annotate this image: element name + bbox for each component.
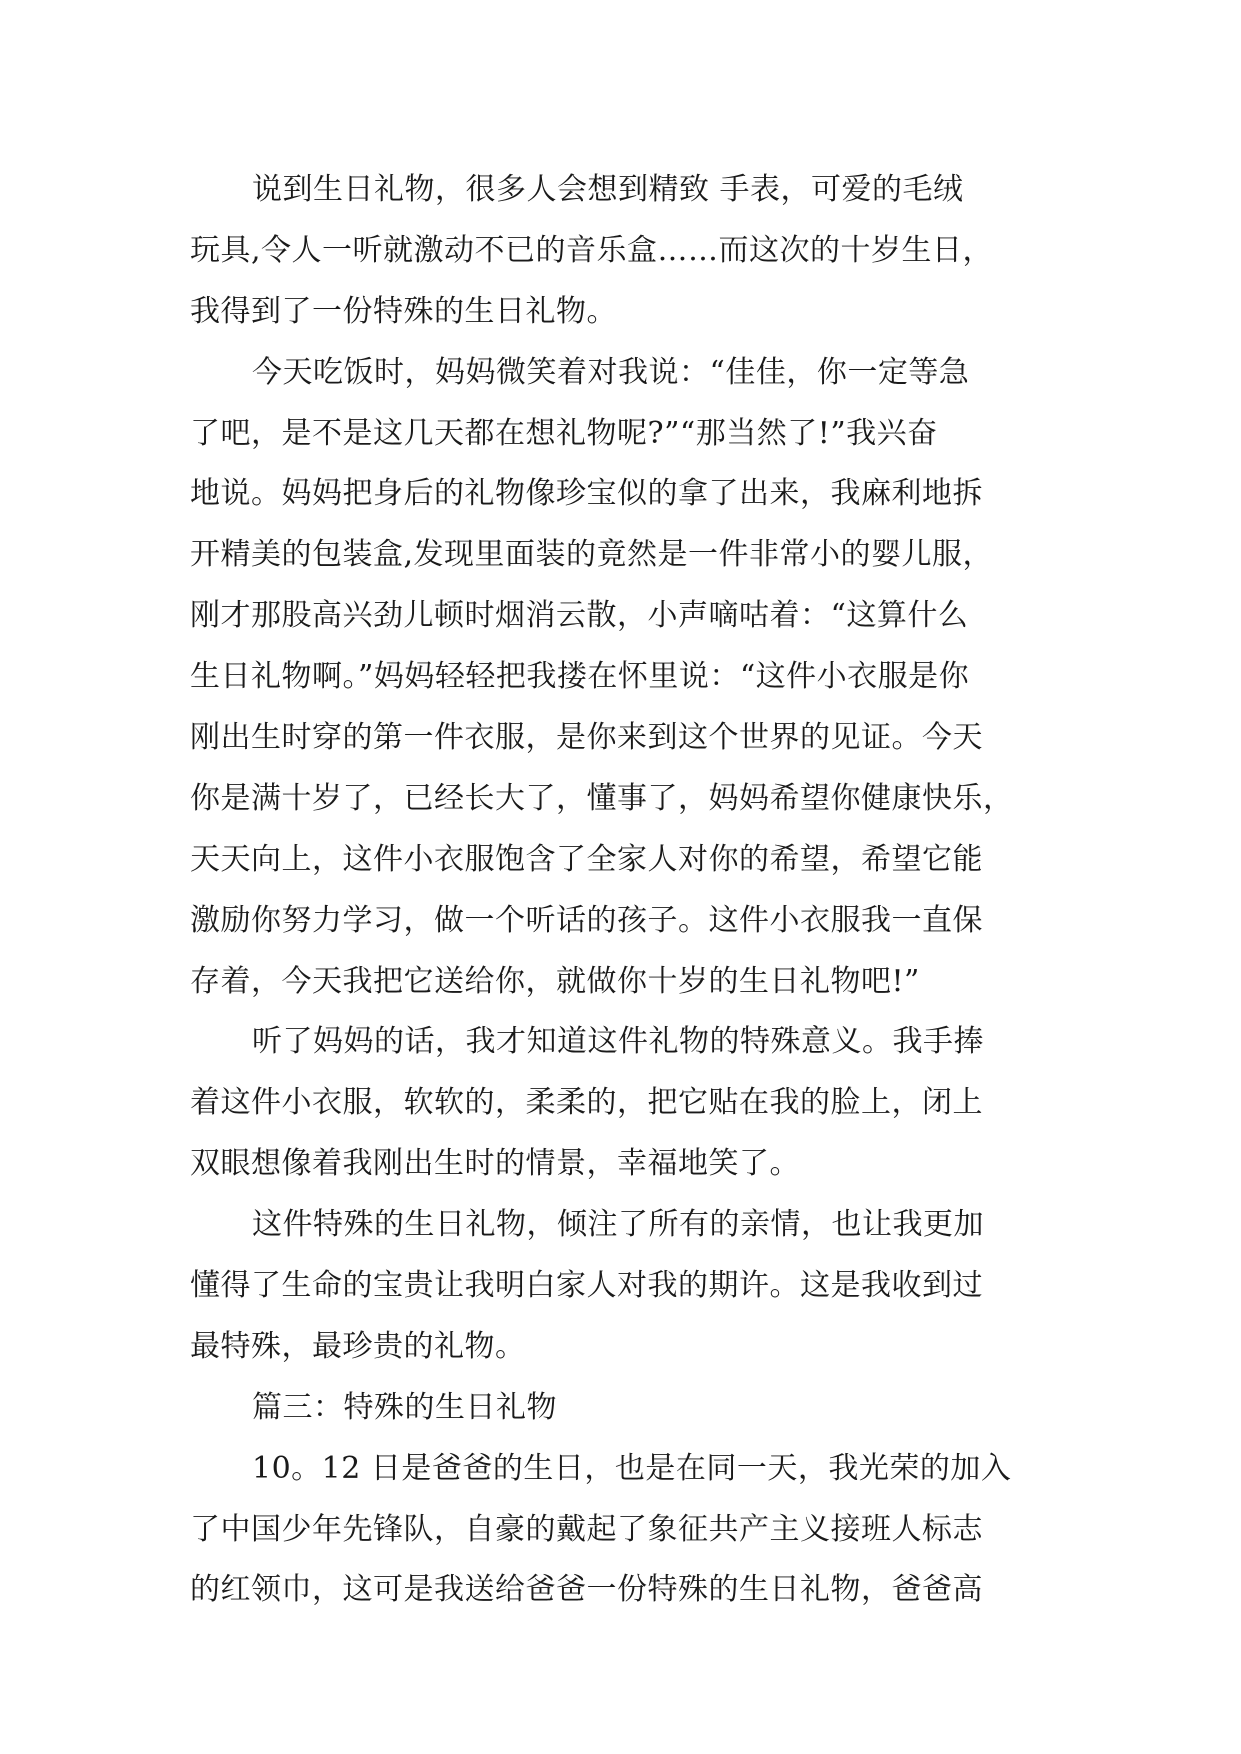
text-line: 刚出生时穿的第一件衣服，是你来到这个世界的见证。今天 <box>190 720 983 756</box>
text-line: 刚才那股高兴劲儿顿时烟消云散，小声嘀咕着：“这算什么 <box>190 598 969 634</box>
text-line: 地说。妈妈把身后的礼物像珍宝似的拿了出来，我麻利地拆 <box>190 476 983 512</box>
text-line: 生日礼物啊。”妈妈轻轻把我搂在怀里说：“这件小衣服是你 <box>190 659 970 695</box>
text-line: 天天向上，这件小衣服饱含了全家人对你的希望，希望它能 <box>190 841 983 877</box>
text-line: 双眼想像着我刚出生时的情景，幸福地笑了。 <box>190 1146 800 1182</box>
text-line: 10。12 日是爸爸的生日，也是在同一天，我光荣的加入 <box>252 1450 1012 1486</box>
text-line: 懂得了生命的宝贵让我明白家人对我的期许。这是我收到过 <box>190 1268 983 1304</box>
text-line: 激励你努力学习，做一个听话的孩子。这件小衣服我一直保 <box>190 902 983 938</box>
text-line: 了吧，是不是这几天都在想礼物呢?”“那当然了!”我兴奋 <box>190 415 938 451</box>
body-text <box>190 160 1090 1621</box>
text-line: 的红领巾，这可是我送给爸爸一份特殊的生日礼物，爸爸高 <box>190 1572 983 1608</box>
text-line: 了中国少年先锋队，自豪的戴起了象征共产主义接班人标志 <box>190 1511 983 1547</box>
text-line: 玩具,令人一听就激动不已的音乐盒……而这次的十岁生日， <box>190 232 994 268</box>
text-line: 着这件小衣服，软软的，柔柔的，把它贴在我的脸上，闭上 <box>190 1085 983 1121</box>
text-line: 开精美的包装盒,发现里面装的竟然是一件非常小的婴儿服， <box>190 537 994 573</box>
text-line: 这件特殊的生日礼物，倾注了所有的亲情，也让我更加 <box>252 1207 984 1243</box>
text-line: 最特殊，最珍贵的礼物。 <box>190 1328 526 1364</box>
text-line: 我得到了一份特殊的生日礼物。 <box>190 293 617 329</box>
text-line: 存着，今天我把它送给你，就做你十岁的生日礼物吧!” <box>190 963 920 999</box>
section-heading: 篇三：特殊的生日礼物 <box>252 1389 557 1425</box>
text-line: 你是满十岁了，已经长大了，懂事了，妈妈希望你健康快乐， <box>190 780 1014 816</box>
text-line: 说到生日礼物，很多人会想到精致 手表，可爱的毛绒 <box>252 172 964 207</box>
text-line: 听了妈妈的话，我才知道这件礼物的特殊意义。我手捧 <box>252 1024 984 1060</box>
text-line: 今天吃饭时，妈妈微笑着对我说：“佳佳，你一定等急 <box>252 354 970 390</box>
